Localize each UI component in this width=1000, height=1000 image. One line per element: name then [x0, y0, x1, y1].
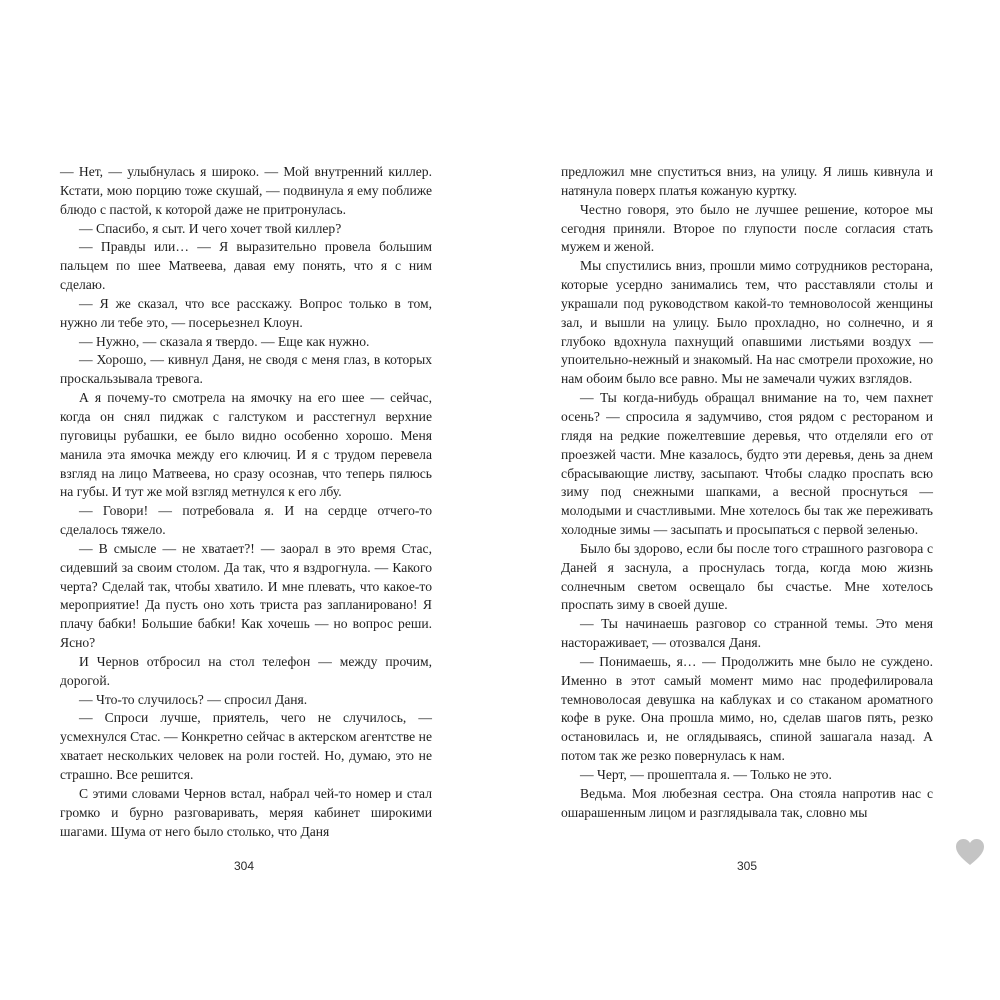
paragraph: — Нужно, — сказала я твердо. — Еще как нужно. — [79, 333, 370, 349]
right-page — [561, 163, 933, 823]
paragraph: — Понимаешь, я… — Продолжить мне было не суждено. Именно в этот самый момент мимо нас продефилировала темноволосая девушка на каблуках и со стаканом ароматного кофе в руке. Она прошла мимо, но, сделав шагов пять, резко остановилась и, не оглядываясь, спиной зашагала назад. А потом так же резко повернулась к нам. — [561, 653, 933, 764]
paragraph: — Спасибо, я сыт. И чего хочет твой киллер? — [79, 220, 342, 236]
paragraph: Честно говоря, это было не лучшее решение, которое мы сегодня приняли. Второе по глупости после согласия стать мужем и женой. — [561, 201, 933, 255]
page-number-right: 305 — [736, 859, 758, 873]
left-page — [60, 163, 432, 841]
paragraph: — Говори! — потребовала я. И на сердце отчего-то сделалось тяжело. — [60, 503, 432, 538]
paragraph: А я почему-то смотрела на ямочку на его шее — сейчас, когда он снял пиджак с галстуком и расстегнул верхние пуговицы рубашки, ее было видно особенно хорошо. Меня манила эта ямочка между его ключиц. И я с трудом перевела взгляд на лицо Матвеева, но сразу осознав, что теперь пялюсь на губы. И тут же мой взгляд метнулся к его лбу. — [60, 390, 432, 500]
paragraph: — Хорошо, — кивнул Даня, не сводя с меня глаз, в которых проскальзывала тревога. — [60, 352, 432, 387]
page-number-left: 304 — [233, 859, 255, 873]
heart-icon[interactable] — [955, 838, 985, 866]
paragraph: С этими словами Чернов встал, набрал чей-то номер и стал громко и бурно разговаривать, меряя кабинет широкими шагами. Шума от него было столько, что Даня — [60, 785, 432, 839]
paragraph: — Что-то случилось? — спросил Даня. — [79, 691, 308, 707]
paragraph: — Черт, — прошептала я. — Только не это. — [580, 767, 832, 782]
heart-shape — [956, 839, 984, 865]
paragraph: — Я же сказал, что все расскажу. Вопрос только в том, нужно ли тебе это, — посерьезнел Клоун. — [60, 295, 432, 330]
paragraph: — Ты начинаешь разговор со странной темы. Это меня настораживает, — отозвался Даня. — [561, 616, 933, 651]
paragraph: — Правды или… — Я выразительно провела большим пальцем по шее Матвеева, давая ему понять, что я с ним сделаю. — [60, 239, 432, 293]
paragraph: И Чернов отбросил на стол телефон — между прочим, дорогой. — [60, 653, 432, 688]
paragraph: предложил мне спуститься вниз, на улицу. Я лишь кивнула и натянула поверх платья кожаную куртку. — [561, 164, 933, 198]
paragraph: Было бы здорово, если бы после того страшного разговора с Даней я заснула, а проснулась тогда, когда мою жизнь солнечным светом освещало бы счастье. Мне хотелось проспать зиму в своей душе. — [561, 540, 933, 613]
paragraph: — В смысле — не хватает?! — заорал в это время Стас, сидевший за своим столом. Да так, что я вздрогнула. — Какого черта? Сделай так, чтобы хватило. И мне плевать, что какое-то мероприятие! Да пусть оно хоть триста раз запланировано! Я плачу бабки! Большие бабки! Как хочешь — но вопрос реши. Ясно? — [60, 540, 432, 651]
paragraph: — Нет, — улыбнулась я широко. — Мой внутренний киллер. Кстати, мою порцию тоже скушай, — подвинула я ему поближе блюдо с пастой, к которой даже не притронулась. — [60, 164, 432, 217]
paragraph: — Спроси лучше, приятель, чего не случилось, — усмехнулся Стас. — Конкретно сейчас в актерском агентстве не хватает нескольких человек на роли гостей. Но, думаю, это не страшно. Все решится. — [60, 710, 432, 782]
paragraph: Ведьма. Моя любезная сестра. Она стояла напротив нас с ошарашенным лицом и разглядывала так, словно мы — [561, 785, 933, 820]
paragraph: — Ты когда-нибудь обращал внимание на то, чем пахнет осень? — спросила я задумчиво, стоя рядом с рестораном и глядя на редкие пожелтевшие деревья, что отделяли его от проезжей части. Мне казалось, будто эти деревья, день за днем сбрасывающие листву, засыпают. Чтобы сладко проспать всю зиму под снежными шапками, а весной проснуться — молодыми и счастливыми. Мне хотелось бы так же переживать холодные зимы — засыпать и просыпаться с первой зеленью. — [561, 390, 933, 538]
paragraph: Мы спустились вниз, прошли мимо сотрудников ресторана, которые усердно занимались тем, что расставляли столы и украшали под руководством какой-то темноволосой женщины зал, и вышли на улицу. Было прохладно, но солнечно, и я глубоко вдохнула пахнущий опавшими листьями воздух — упоительно-нежный и знакомый. На нас смотрели прохожие, но нам обоим было все равно. Мы не замечали чужих взглядов. — [561, 258, 933, 387]
